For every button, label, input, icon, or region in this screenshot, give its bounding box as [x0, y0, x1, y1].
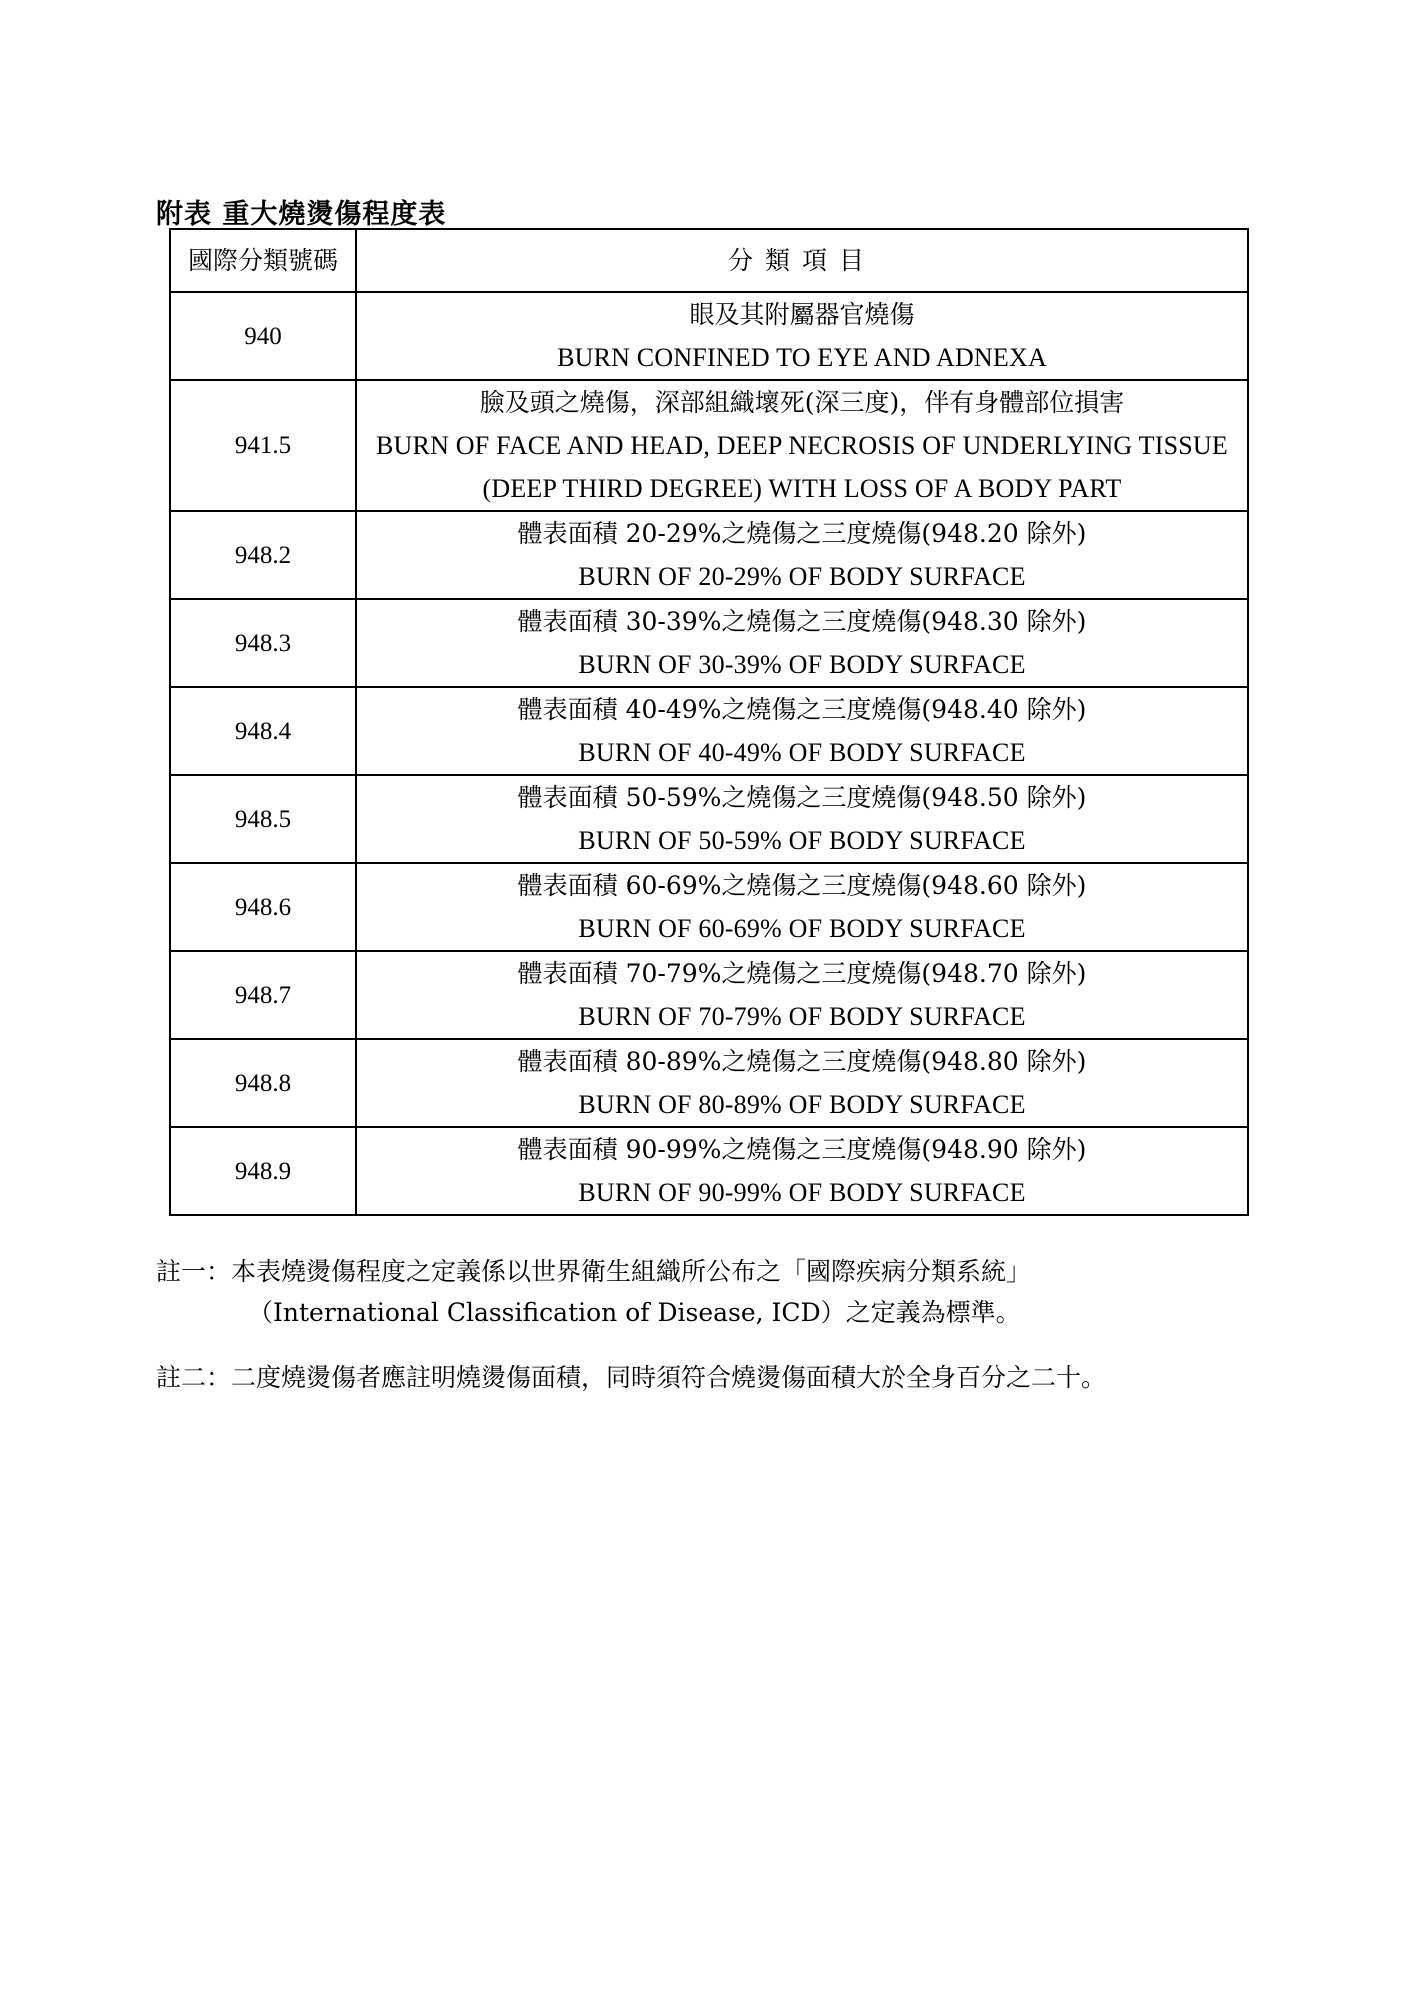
table-row — [170, 1039, 1248, 1127]
table-row — [170, 1127, 1248, 1215]
header-category: 分類項目 — [356, 229, 1248, 292]
category-description — [356, 511, 1248, 599]
description-zh: 體表面積 50-59%之燒傷之三度燒傷(948.50 除外) — [517, 783, 1087, 812]
icd-code: 948.9 — [170, 1127, 356, 1215]
description-zh: 體表面積 40-49%之燒傷之三度燒傷(948.40 除外) — [517, 695, 1087, 724]
icd-code: 948.5 — [170, 775, 356, 863]
icd-code: 948.3 — [170, 599, 356, 687]
description-en: BURN OF 80-89% OF BODY SURFACE — [578, 1090, 1026, 1119]
icd-code: 948.6 — [170, 863, 356, 951]
description-zh: 體表面積 70-79%之燒傷之三度燒傷(948.70 除外) — [517, 959, 1087, 988]
table-row — [170, 687, 1248, 775]
note-1-line-1: 註一：本表燒燙傷程度之定義係以世界衛生組織所公布之「國際疾病分類系統」 — [156, 1257, 1032, 1286]
description-en: BURN OF 50-59% OF BODY SURFACE — [578, 826, 1026, 855]
category-description — [356, 951, 1248, 1039]
description-zh: 體表面積 30-39%之燒傷之三度燒傷(948.30 除外) — [517, 607, 1087, 636]
category-description — [356, 380, 1248, 511]
icd-code: 948.4 — [170, 687, 356, 775]
description-en: BURN OF 40-49% OF BODY SURFACE — [578, 738, 1026, 767]
description-zh: 體表面積 90-99%之燒傷之三度燒傷(948.90 除外) — [517, 1135, 1087, 1164]
table-row — [170, 292, 1248, 380]
header-code: 國際分類號碼 — [170, 229, 356, 292]
icd-code: 948.2 — [170, 511, 356, 599]
icd-code: 948.8 — [170, 1039, 356, 1127]
icd-code: 948.7 — [170, 951, 356, 1039]
table-row — [170, 380, 1248, 511]
icd-code: 941.5 — [170, 380, 356, 511]
category-description — [356, 687, 1248, 775]
category-description — [356, 1039, 1248, 1127]
table-row — [170, 951, 1248, 1039]
table-header-row — [170, 229, 1248, 292]
table-row — [170, 863, 1248, 951]
description-en: BURN OF 20-29% OF BODY SURFACE — [578, 562, 1026, 591]
category-description — [356, 863, 1248, 951]
description-zh: 眼及其附屬器官燒傷 — [689, 300, 915, 329]
description-zh: 體表面積 60-69%之燒傷之三度燒傷(948.60 除外) — [517, 871, 1087, 900]
description-zh: 臉及頭之燒傷，深部組織壞死(深三度)，伴有身體部位損害 — [479, 388, 1125, 417]
description-en: BURN OF 60-69% OF BODY SURFACE — [578, 914, 1026, 943]
table-row — [170, 599, 1248, 687]
note-1-line-2: （International Classification of Disease, ICD）之定義為標準。 — [248, 1298, 1021, 1327]
description-en: BURN OF 70-79% OF BODY SURFACE — [578, 1002, 1026, 1031]
category-description — [356, 1127, 1248, 1215]
description-en: BURN OF 30-39% OF BODY SURFACE — [578, 650, 1026, 679]
page-title: 附表 重大燒燙傷程度表 — [156, 199, 447, 230]
icd-code: 940 — [170, 292, 356, 380]
category-description — [356, 775, 1248, 863]
burn-severity-table — [169, 228, 1249, 1216]
description-en: (DEEP THIRD DEGREE) WITH LOSS OF A BODY PART — [482, 474, 1122, 503]
note-2: 註二：二度燒燙傷者應註明燒燙傷面積，同時須符合燒燙傷面積大於全身百分之二十。 — [156, 1363, 1107, 1392]
table-row — [170, 511, 1248, 599]
table-row — [170, 775, 1248, 863]
category-description — [356, 599, 1248, 687]
description-en: BURN OF 90-99% OF BODY SURFACE — [578, 1178, 1026, 1207]
description-en: BURN OF FACE AND HEAD, DEEP NECROSIS OF UNDERLYING TISSUE — [376, 431, 1228, 460]
description-zh: 體表面積 80-89%之燒傷之三度燒傷(948.80 除外) — [517, 1047, 1087, 1076]
description-en: BURN CONFINED TO EYE AND ADNEXA — [557, 343, 1047, 372]
description-zh: 體表面積 20-29%之燒傷之三度燒傷(948.20 除外) — [517, 519, 1087, 548]
category-description — [356, 292, 1248, 380]
